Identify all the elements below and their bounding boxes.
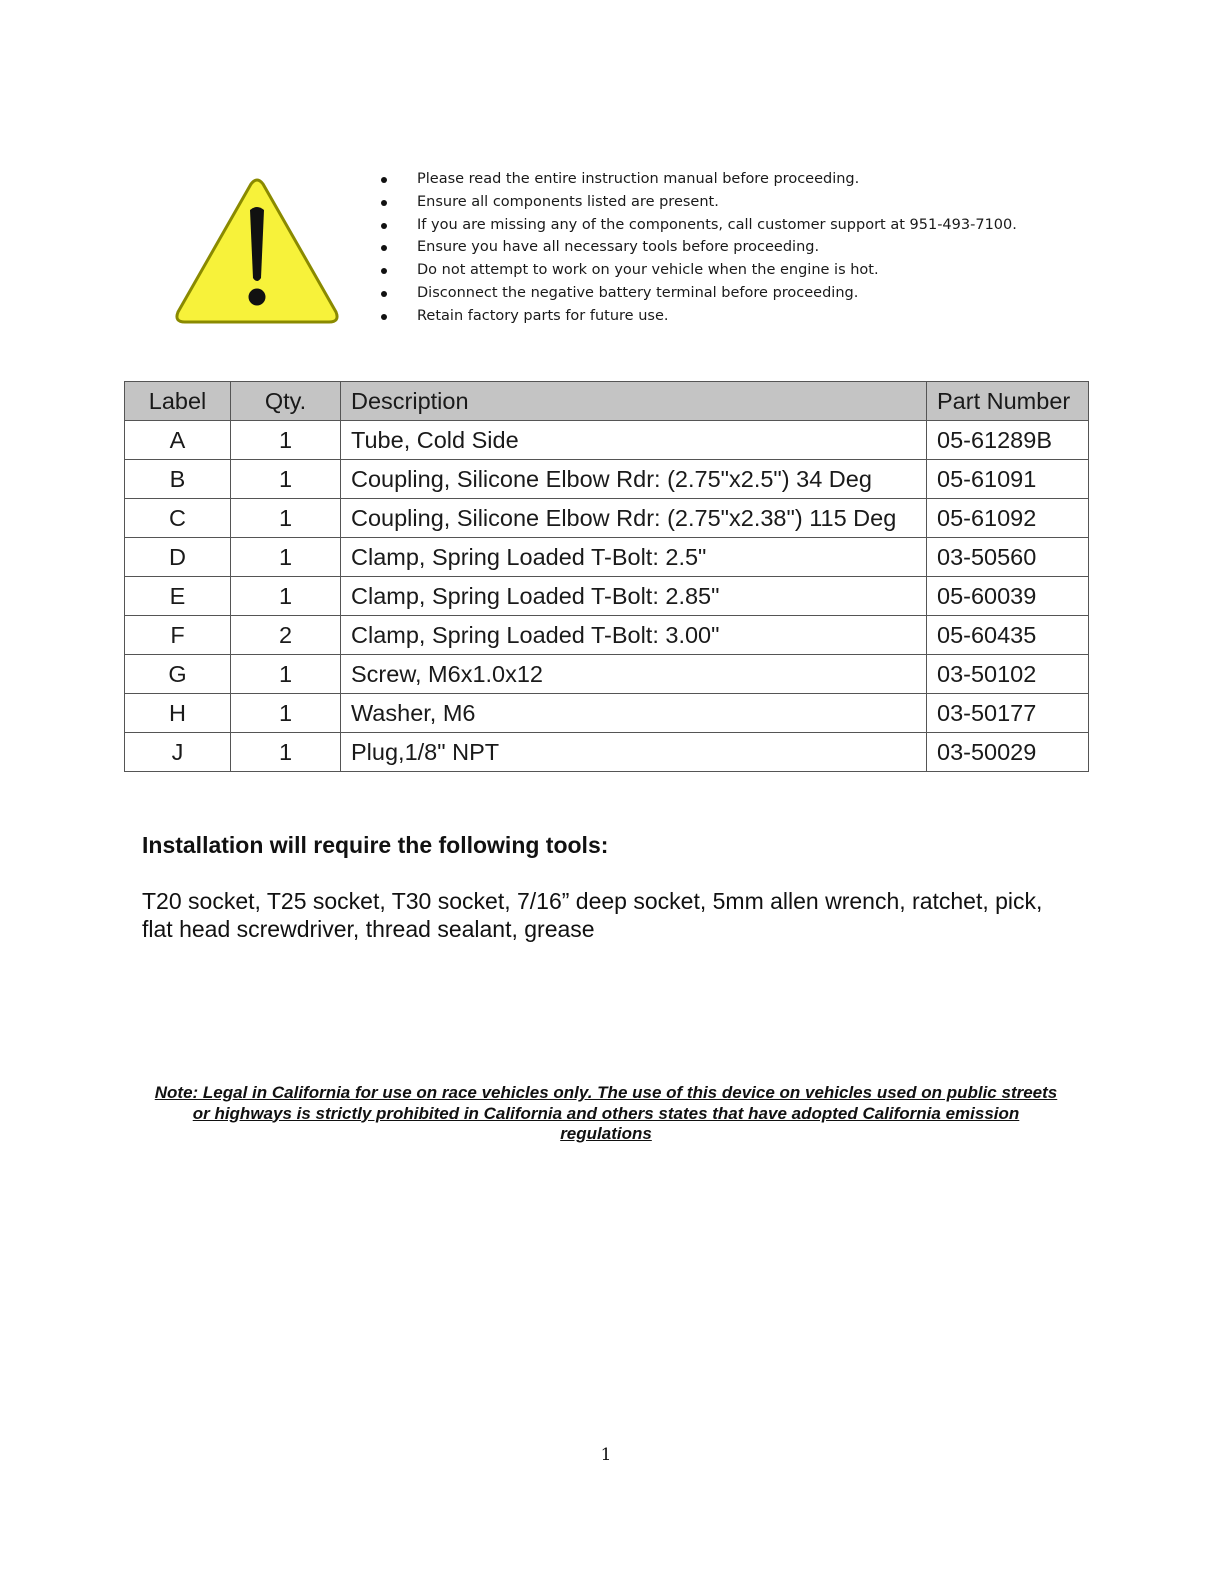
- cell-description: Clamp, Spring Loaded T-Bolt: 3.00": [341, 616, 927, 655]
- list-item: Retain factory parts for future use.: [380, 305, 1017, 328]
- column-header-qty: Qty.: [231, 382, 341, 421]
- cell-description: Coupling, Silicone Elbow Rdr: (2.75"x2.38") 115 Deg: [341, 499, 927, 538]
- cell-description: Washer, M6: [341, 694, 927, 733]
- cell-label: C: [125, 499, 231, 538]
- table-row: [125, 460, 1089, 499]
- table-row: [125, 421, 1089, 460]
- cell-label: E: [125, 577, 231, 616]
- list-item: Do not attempt to work on your vehicle when the engine is hot.: [380, 259, 1017, 282]
- column-header-description: Description: [341, 382, 927, 421]
- cell-qty: 1: [231, 460, 341, 499]
- cell-label: J: [125, 733, 231, 772]
- cell-description: Clamp, Spring Loaded T-Bolt: 2.85": [341, 577, 927, 616]
- cell-qty: 1: [231, 655, 341, 694]
- cell-part-number: 05-60039: [927, 577, 1089, 616]
- cell-label: F: [125, 616, 231, 655]
- page-number: 1: [600, 1445, 612, 1465]
- cell-qty: 1: [231, 499, 341, 538]
- table-row: [125, 577, 1089, 616]
- cell-label: D: [125, 538, 231, 577]
- cell-part-number: 03-50102: [927, 655, 1089, 694]
- cell-qty: 1: [231, 733, 341, 772]
- cell-part-number: 03-50560: [927, 538, 1089, 577]
- column-header-label: Label: [125, 382, 231, 421]
- table-row: [125, 616, 1089, 655]
- cell-description: Tube, Cold Side: [341, 421, 927, 460]
- safety-instructions-list: [380, 168, 1017, 328]
- list-item: Please read the entire instruction manual before proceeding.: [380, 168, 1017, 191]
- cell-qty: 1: [231, 538, 341, 577]
- cell-part-number: 03-50177: [927, 694, 1089, 733]
- cell-description: Clamp, Spring Loaded T-Bolt: 2.5": [341, 538, 927, 577]
- cell-label: B: [125, 460, 231, 499]
- cell-part-number: 05-61092: [927, 499, 1089, 538]
- cell-description: Plug,1/8" NPT: [341, 733, 927, 772]
- cell-part-number: 05-61091: [927, 460, 1089, 499]
- list-item: Ensure you have all necessary tools before proceeding.: [380, 236, 1017, 259]
- tools-heading: Installation will require the following tools:: [142, 832, 609, 858]
- cell-part-number: 05-60435: [927, 616, 1089, 655]
- parts-table: [124, 381, 1089, 772]
- cell-label: G: [125, 655, 231, 694]
- cell-description: Coupling, Silicone Elbow Rdr: (2.75"x2.5") 34 Deg: [341, 460, 927, 499]
- warning-triangle-icon: [172, 176, 342, 328]
- cell-part-number: 05-61289B: [927, 421, 1089, 460]
- table-row: [125, 694, 1089, 733]
- tools-list-text: T20 socket, T25 socket, T30 socket, 7/16” deep socket, 5mm allen wrench, ratchet, pick, flat head screwdriver, thread sealant, grease: [142, 888, 1043, 942]
- table-header-row: [125, 382, 1089, 421]
- cell-label: A: [125, 421, 231, 460]
- cell-qty: 1: [231, 694, 341, 733]
- cell-qty: 1: [231, 421, 341, 460]
- cell-description: Screw, M6x1.0x12: [341, 655, 927, 694]
- table-row: [125, 733, 1089, 772]
- table-row: [125, 655, 1089, 694]
- cell-qty: 1: [231, 577, 341, 616]
- table-row: [125, 499, 1089, 538]
- column-header-part-number: Part Number: [927, 382, 1089, 421]
- list-item: Ensure all components listed are present.: [380, 191, 1017, 214]
- cell-qty: 2: [231, 616, 341, 655]
- list-item: Disconnect the negative battery terminal before proceeding.: [380, 282, 1017, 305]
- legal-note: Note: Legal in California for use on race vehicles only. The use of this device on vehicles used on public streets or highways is strictly prohibited in California and others states that have adopted California emission regulations: [154, 1083, 1058, 1143]
- cell-part-number: 03-50029: [927, 733, 1089, 772]
- cell-label: H: [125, 694, 231, 733]
- table-row: [125, 538, 1089, 577]
- list-item: If you are missing any of the components, call customer support at 951-493-7100.: [380, 214, 1017, 237]
